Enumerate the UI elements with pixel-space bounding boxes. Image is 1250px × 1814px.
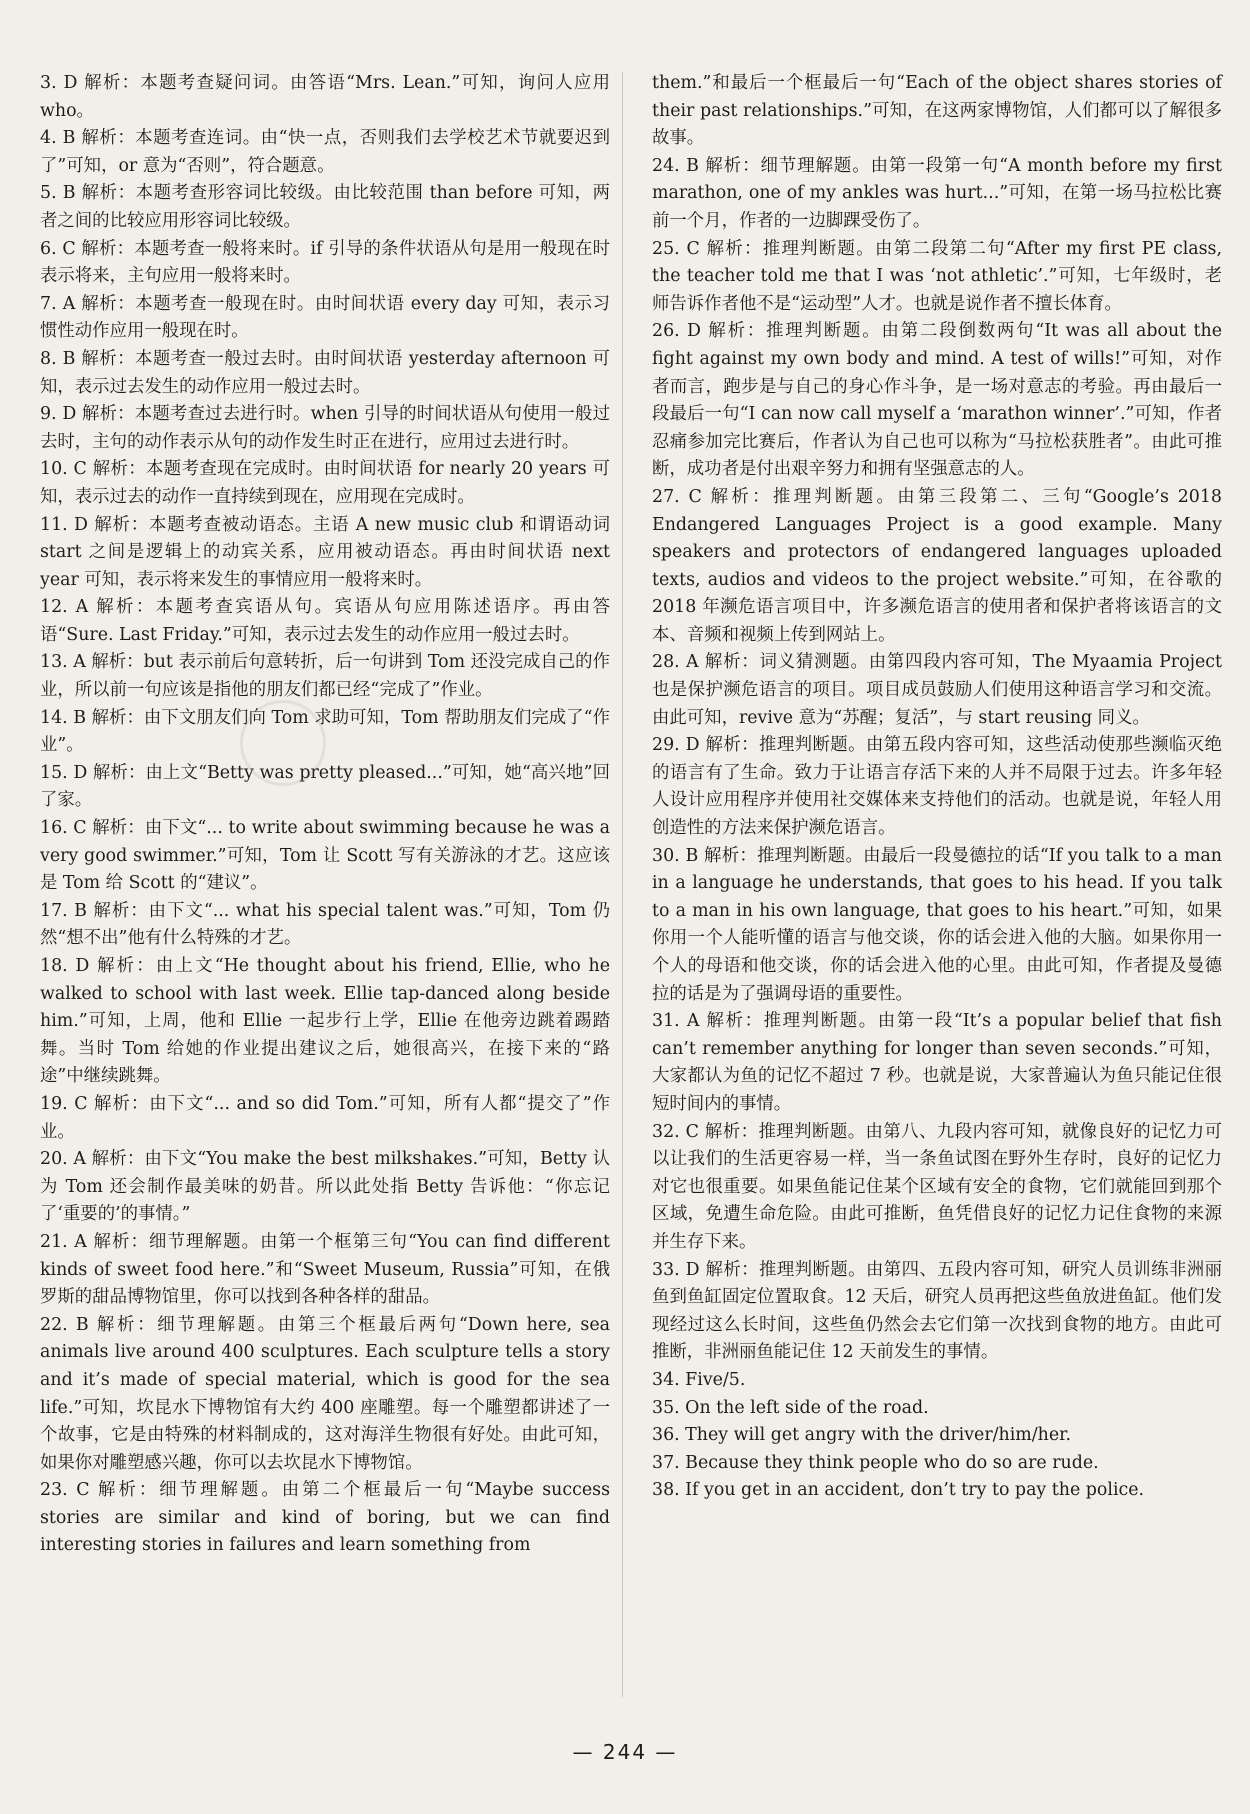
answer-item: 18. D 解析：由上文“He thought about his friend, Ellie, who he walked to school with last week. Ellie tap-danced along beside him.”可知，上周，他和 Ellie 一起步行上学，Ellie 在他旁边跳着踢踏舞。当时 Tom 给她的作业提出建议之后，她很高兴，在接下来的“路途”中继续跳舞。 [40, 956, 610, 1087]
answer-item: 20. A 解析：由下文“You make the best milkshakes.”可知，Betty 认为 Tom 还会制作最美味的奶昔。所以此处指 Betty 告诉他：“你忘记了‘重要的’的事情。” [40, 1149, 610, 1225]
answer-item: 27. C 解析：推理判断题。由第三段第二、三句“Google’s 2018 Endangered Languages Project is a good example. Many speakers and protectors of endangered languages uploaded texts, audios and videos to the project website.”可知，在谷歌的 2018 年濒危语言项目中，许多濒危语言的使用者和保护者将该语言的文本、音频和视频上传到网站上。 [652, 486, 1222, 645]
answer-item: 12. A 解析：本题考查宾语从句。宾语从句应用陈述语序。再由答语“Sure. Last Friday.”可知，表示过去发生的动作应用一般过去时。 [40, 597, 610, 645]
answer-item: 7. A 解析：本题考查一般现在时。由时间状语 every day 可知，表示习惯性动作应用一般现在时。 [40, 293, 610, 342]
answer-item: 32. C 解析：推理判断题。由第八、九段内容可知，就像良好的记忆力可以让我们的生活更容易一样，当一条鱼试图在野外生存时，良好的记忆力对它也很重要。如果鱼能记住某个区域有安全的食物，它们就能回到那个区域，免遭生命危险。由此可推断，鱼凭借良好的记忆力记住食物的来源并生存下来。 [652, 1121, 1222, 1252]
answer-item: 5. B 解析：本题考查形容词比较级。由比较范围 than before 可知，两者之间的比较应用形容词比较级。 [40, 183, 610, 231]
answer-item: 10. C 解析：本题考查现在完成时。由时间状语 for nearly 20 years 可知，表示过去的动作一直持续到现在，应用现在完成时。 [40, 459, 610, 507]
answer-item: 15. D 解析：由上文“Betty was pretty pleased...”可知，她“高兴地”回了家。 [40, 762, 610, 811]
column-divider [622, 72, 623, 1697]
answer-item: 38. If you get in an accident, don’t try to pay the police. [652, 1480, 1145, 1501]
answer-item: 14. B 解析：由下文朋友们向 Tom 求助可知，Tom 帮助朋友们完成了“作业”。 [40, 707, 610, 756]
answer-item: 8. B 解析：本题考查一般过去时。由时间状语 yesterday afternoon 可知，表示过去发生的动作应用一般过去时。 [40, 348, 610, 397]
answer-item: 23. C 解析：细节理解题。由第二个框最后一句“Maybe success stories are similar and kind of boring, but we can find interesting stories in failures and learn something from [40, 1480, 610, 1556]
answer-item: 4. B 解析：本题考查连词。由“快一点，否则我们去学校艺术节就要迟到了”可知，or 意为“否则”，符合题意。 [40, 128, 610, 176]
answer-item: 3. D 解析：本题考查疑问词。由答语“Mrs. Lean.”可知，询问人应用 who。 [40, 73, 610, 121]
answer-item: 29. D 解析：推理判断题。由第五段内容可知，这些活动使那些濒临灭绝的语言有了生命。致力于让语言存活下来的人并不局限于过去。许多年轻人设计应用程序并使用社交媒体来支持他们的活动。也就是说，年轻人用创造性的方法来保护濒危语言。 [652, 735, 1222, 839]
answer-item: 28. A 解析：词义猜测题。由第四段内容可知，The Myaamia Project 也是保护濒危语言的项目。项目成员鼓励人们使用这种语言学习和交流。由此可知，revive 意为“苏醒；复活”，与 start reusing 同义。 [652, 652, 1222, 728]
answer-item: them.”和最后一个框最后一句“Each of the object shares stories of their past relationships.”可知，在这两家博物馆，人们都可以了解很多故事。 [652, 73, 1222, 149]
answer-item: 9. D 解析：本题考查过去进行时。when 引导的时间状语从句使用一般过去时，主句的动作表示从句的动作发生时正在进行，应用过去进行时。 [40, 404, 610, 452]
page-number: — 244 — [572, 1740, 678, 1764]
answer-item: 30. B 解析：推理判断题。由最后一段曼德拉的话“If you talk to a man in a language he understands, that goes to his head. If you talk to a man in his own language, that goes to his heart.”可知，如果你用一个人能听懂的语言与他交谈，你的话会进入他的大脑。如果你用一个人的母语和他交谈，你的话会进入他的心里。由此可知，作者提及曼德拉的话是为了强调母语的重要性。 [652, 845, 1222, 1004]
answer-item: 21. A 解析：细节理解题。由第一个框第三句“You can find different kinds of sweet food here.”和“Sweet Museum, Russia”可知，在俄罗斯的甜品博物馆里，你可以找到各种各样的甜品。 [40, 1231, 610, 1308]
answer-item: 16. C 解析：由下文“... to write about swimming because he was a very good swimmer.”可知，Tom 让 Scott 写有关游泳的才艺。这应该是 Tom 给 Scott 的“建议”。 [40, 818, 610, 894]
answer-item: 31. A 解析：推理判断题。由第一段“It’s a popular belief that fish can’t remember anything for longer than seven seconds.”可知，大家都认为鱼的记忆不超过 7 秒。也就是说，大家普遍认为鱼只能记住很短时间内的事情。 [652, 1011, 1222, 1114]
answer-item: 35. On the left side of the road. [652, 1397, 929, 1418]
answer-item: 25. C 解析：推理判断题。由第二段第二句“After my first PE class, the teacher told me that I was ‘not athletic’.”可知，七年级时，老师告诉作者他不是“运动型”人才。也就是说作者不擅长体育。 [652, 238, 1222, 314]
answer-item: 37. Because they think people who do so are rude. [652, 1452, 1099, 1473]
answer-item: 11. D 解析：本题考查被动语态。主语 A new music club 和谓语动词 start 之间是逻辑上的动宾关系，应用被动语态。再由时间状语 next year 可知，表示将来发生的事情应用一般将来时。 [40, 514, 610, 590]
answer-item: 17. B 解析：由下文“... what his special talent was.”可知，Tom 仍然“想不出”他有什么特殊的才艺。 [40, 900, 610, 949]
watermark-seal [240, 700, 326, 786]
right-column [652, 70, 1222, 1505]
answer-item: 36. They will get angry with the driver/him/her. [652, 1425, 1072, 1446]
left-column [40, 70, 610, 1560]
answer-item: 6. C 解析：本题考查一般将来时。if 引导的条件状语从句是用一般现在时表示将来，主句应用一般将来时。 [40, 238, 610, 287]
answer-item: 26. D 解析：推理判断题。由第二段倒数两句“It was all about the fight against my own body and mind. A test of wills!”可知，对作者而言，跑步是与自己的身心作斗争，是一场对意志的考验。再由最后一段最后一句“I can now call myself a ‘marathon winner’.”可知，作者忍痛参加完比赛后，作者认为自己也可以称为“马拉松获胜者”。由此可推断，成功者是付出艰辛努力和拥有坚强意志的人。 [652, 321, 1222, 480]
answer-item: 24. B 解析：细节理解题。由第一段第一句“A month before my first marathon, one of my ankles was hurt...”可知，在第一场马拉松比赛前一个月，作者的一边脚踝受伤了。 [652, 155, 1222, 231]
answer-item: 19. C 解析：由下文“... and so did Tom.”可知，所有人都“提交了”作业。 [40, 1093, 610, 1142]
answer-item: 22. B 解析：细节理解题。由第三个框最后两句“Down here, sea animals live around 400 sculptures. Each sculpture tells a story and it’s made of special material, which is good for the sea life.”可知，坎昆水下博物馆有大约 400 座雕塑。每一个雕塑都讲述了一个故事，它是由特殊的材料制成的，这对海洋生物很有好处。由此可知，如果你对雕塑感兴趣，你可以去坎昆水下博物馆。 [40, 1314, 610, 1473]
answer-item: 33. D 解析：推理判断题。由第四、五段内容可知，研究人员训练非洲丽鱼到鱼缸固定位置取食。12 天后，研究人员再把这些鱼放进鱼缸。他们发现经过这么长时间，这些鱼仍然会去它们第一次找到食物的地方。由此可推断，非洲丽鱼能记住 12 天前发生的事情。 [652, 1259, 1222, 1363]
answer-item: 13. A 解析：but 表示前后句意转折，后一句讲到 Tom 还没完成自己的作业，所以前一句应该是指他的朋友们都已经“完成了”作业。 [40, 652, 610, 701]
answer-item: 34. Five/5. [652, 1369, 746, 1390]
